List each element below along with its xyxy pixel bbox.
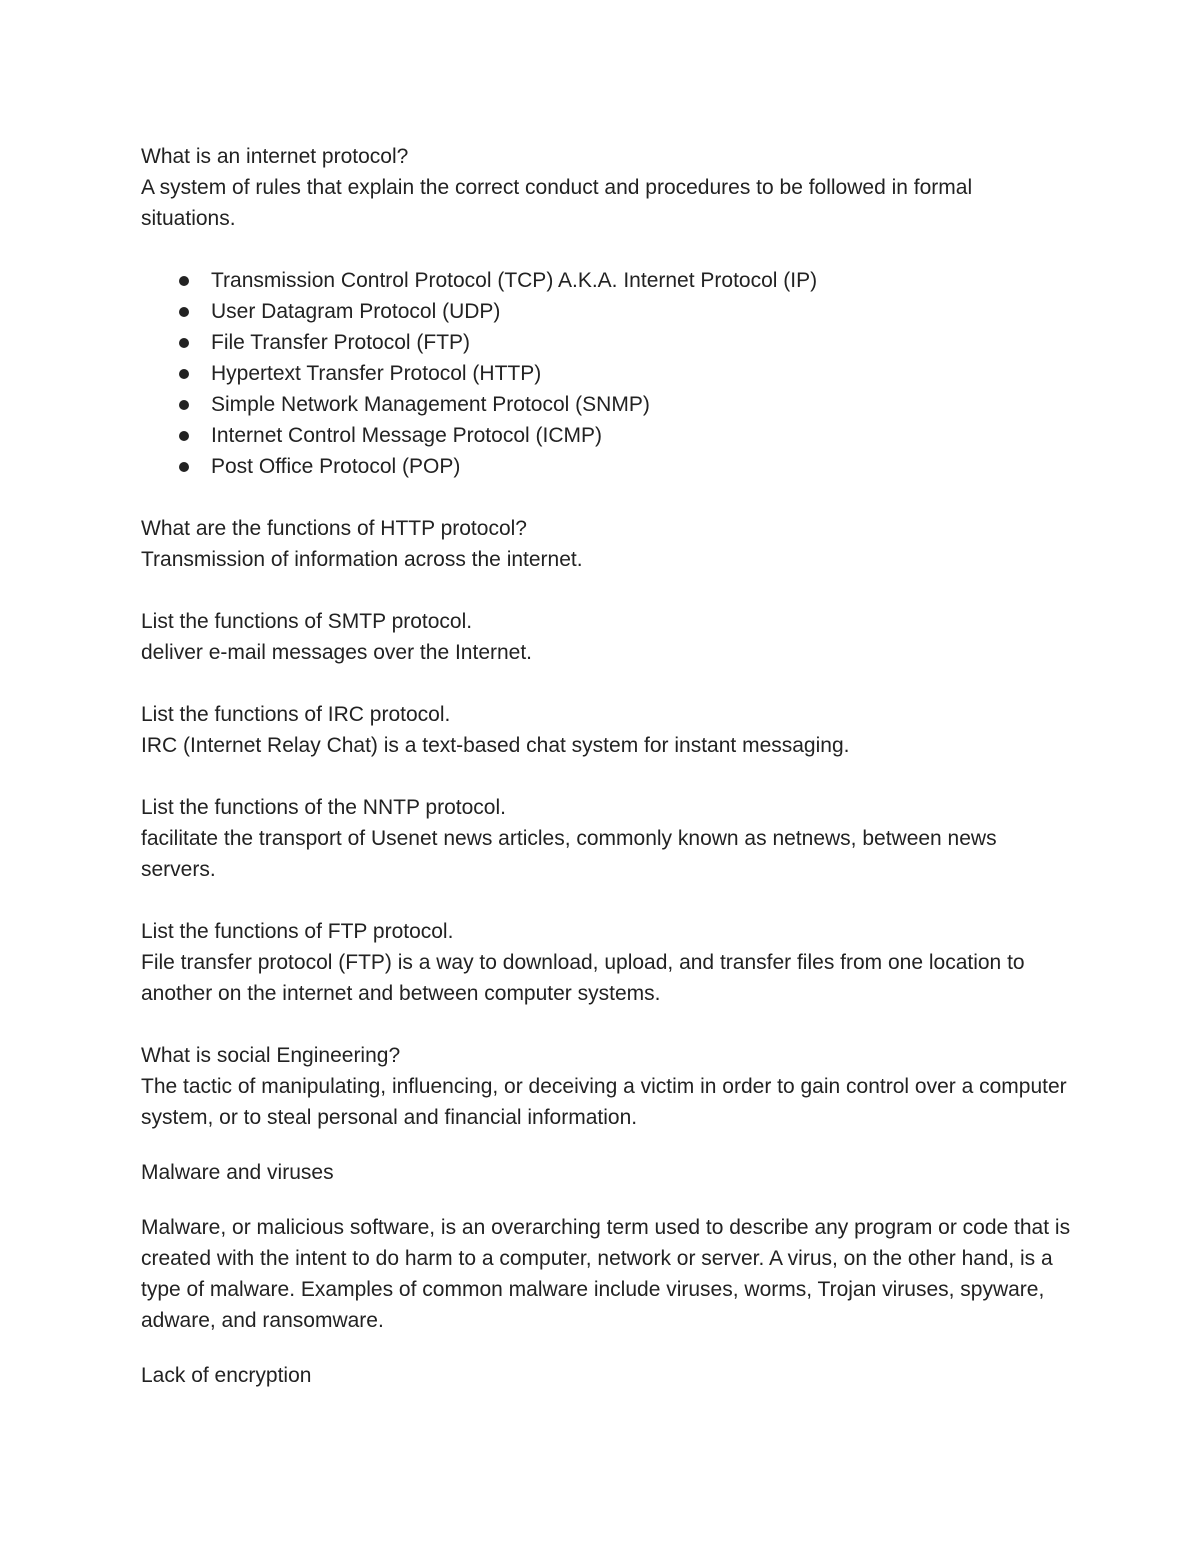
list-item <box>141 420 1071 451</box>
answer-ftp: File transfer protocol (FTP) is a way to download, upload, and transfer files from one location to another on the internet and between computer systems. <box>141 951 1025 1005</box>
spacer <box>141 1133 1071 1157</box>
list-item-label: Transmission Control Protocol (TCP) A.K.A. Internet Protocol (IP) <box>211 269 818 292</box>
bullet-icon <box>179 431 189 441</box>
spacer <box>141 575 1071 606</box>
question-ftp: List the functions of FTP protocol. <box>141 920 454 943</box>
bullet-icon <box>179 276 189 286</box>
question-social-engineering: What is social Engineering? <box>141 1044 401 1067</box>
bullet-icon <box>179 369 189 379</box>
answer-http: Transmission of information across the internet. <box>141 548 583 571</box>
list-item <box>141 327 1071 358</box>
spacer <box>141 234 1071 265</box>
answer-irc: IRC (Internet Relay Chat) is a text-based chat system for instant messaging. <box>141 734 850 757</box>
list-item <box>141 296 1071 327</box>
bullet-icon <box>179 338 189 348</box>
bullet-icon <box>179 307 189 317</box>
list-item-label: Post Office Protocol (POP) <box>211 455 461 478</box>
question-irc: List the functions of IRC protocol. <box>141 703 451 726</box>
question-http: What are the functions of HTTP protocol? <box>141 517 527 540</box>
list-item <box>141 358 1071 389</box>
question-nntp: List the functions of the NNTP protocol. <box>141 796 506 819</box>
heading-malware: Malware and viruses <box>141 1161 334 1184</box>
spacer <box>141 482 1071 513</box>
heading-encryption: Lack of encryption <box>141 1364 312 1387</box>
document-body <box>141 141 1071 1391</box>
question-smtp: List the functions of SMTP protocol. <box>141 610 473 633</box>
answer-social-engineering: The tactic of manipulating, influencing, or deceiving a victim in order to gain control over a computer system, or to steal personal and financial information. <box>141 1075 1067 1129</box>
list-item-label: Simple Network Management Protocol (SNMP) <box>211 393 650 416</box>
protocol-list <box>141 265 1071 482</box>
spacer <box>141 668 1071 699</box>
question-internet-protocol: What is an internet protocol? <box>141 145 409 168</box>
spacer <box>141 885 1071 916</box>
list-item-label: Internet Control Message Protocol (ICMP) <box>211 424 602 447</box>
list-item <box>141 451 1071 482</box>
paragraph-malware: Malware, or malicious software, is an overarching term used to describe any program or code that is created with the intent to do harm to a computer, network or server. A virus, on the other hand, is a type of malware. Examples of common malware include viruses, worms, Trojan viruses, spyware, adware, and ransomware. <box>141 1216 1071 1332</box>
list-item-label: User Datagram Protocol (UDP) <box>211 300 501 323</box>
answer-nntp: facilitate the transport of Usenet news articles, commonly known as netnews, between news servers. <box>141 827 997 881</box>
answer-smtp: deliver e-mail messages over the Internet. <box>141 641 533 664</box>
spacer <box>141 1336 1071 1360</box>
answer-internet-protocol: A system of rules that explain the correct conduct and procedures to be followed in formal situations. <box>141 176 973 230</box>
list-item-label: Hypertext Transfer Protocol (HTTP) <box>211 362 542 385</box>
spacer <box>141 761 1071 792</box>
bullet-icon <box>179 400 189 410</box>
list-item <box>141 389 1071 420</box>
spacer <box>141 1009 1071 1040</box>
spacer <box>141 1188 1071 1212</box>
bullet-icon <box>179 462 189 472</box>
list-item <box>141 265 1071 296</box>
list-item-label: File Transfer Protocol (FTP) <box>211 331 471 354</box>
